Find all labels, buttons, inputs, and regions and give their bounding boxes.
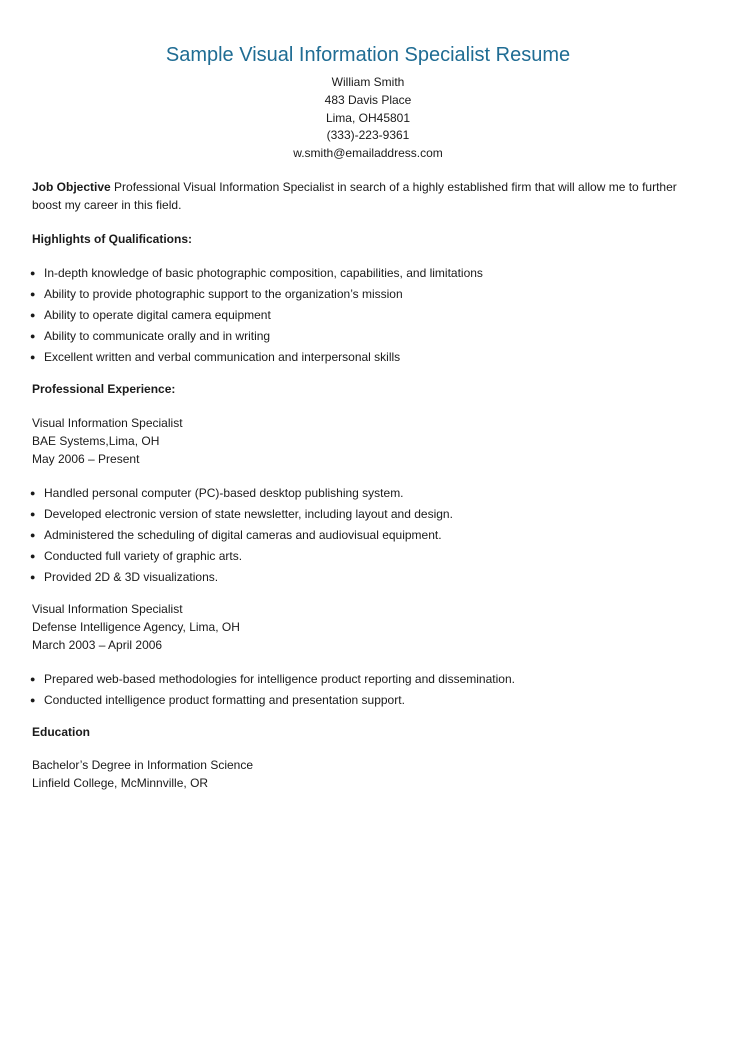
bullet-icon: ● — [30, 551, 36, 561]
list-item: ● Developed electronic version of state newsletter, including layout and design. — [32, 504, 708, 525]
education-degree: Bachelor’s Degree in Information Science — [32, 758, 254, 772]
list-item: ● Ability to communicate orally and in writing — [32, 326, 708, 347]
bullet-icon: ● — [30, 509, 36, 519]
job-2-duties — [32, 669, 708, 711]
list-item: ● Excellent written and verbal communication and interpersonal skills — [32, 347, 708, 368]
contact-block — [0, 74, 736, 163]
list-item: ● Ability to provide photographic support to the organization’s mission — [32, 284, 708, 305]
education-info — [32, 756, 708, 792]
job-2-info — [32, 600, 708, 654]
list-item: ● Conducted intelligence product formatting and presentation support. — [32, 690, 708, 711]
list-item: ● Handled personal computer (PC)-based desktop publishing system. — [32, 483, 708, 504]
bullet-icon: ● — [30, 530, 36, 540]
highlights-list — [32, 263, 708, 368]
resume-content — [32, 178, 708, 792]
contact-street: 483 Davis Place — [324, 92, 412, 107]
job-1-company: BAE Systems,Lima, OH — [32, 434, 160, 448]
job-1-duties — [32, 483, 708, 588]
list-item: ● Prepared web-based methodologies for intelligence product reporting and dissemination. — [32, 669, 708, 690]
experience-heading: Professional Experience: — [32, 382, 176, 396]
bullet-icon: ● — [30, 572, 36, 582]
contact-name: William Smith — [331, 75, 405, 89]
bullet-icon: ● — [30, 352, 36, 362]
bullet-icon: ● — [30, 674, 36, 684]
job-objective — [32, 178, 708, 214]
bullet-icon: ● — [30, 289, 36, 299]
page-title: Sample Visual Information Specialist Resume — [165, 44, 571, 66]
list-item: ● Administered the scheduling of digital cameras and audiovisual equipment. — [32, 525, 708, 546]
job-1-title: Visual Information Specialist — [32, 416, 183, 430]
bullet-icon: ● — [30, 488, 36, 498]
job-1-dates: May 2006 – Present — [32, 452, 140, 466]
bullet-icon: ● — [30, 695, 36, 705]
contact-city: Lima, OH45801 — [325, 110, 411, 125]
contact-email: w.smith@emailaddress.com — [293, 146, 443, 161]
job-2-dates: March 2003 – April 2006 — [32, 638, 163, 652]
education-heading: Education — [32, 725, 91, 739]
list-item: ● In-depth knowledge of basic photographic composition, capabilities, and limitations — [32, 263, 708, 284]
job-2-title: Visual Information Specialist — [32, 602, 183, 616]
bullet-icon: ● — [30, 268, 36, 278]
education-school: Linfield College, McMinnville, OR — [32, 776, 209, 790]
job-1-info — [32, 414, 708, 468]
bullet-icon: ● — [30, 310, 36, 320]
list-item: ● Provided 2D & 3D visualizations. — [32, 567, 708, 588]
job-objective-text: Professional Visual Information Specialist in search of a highly established firm that will allow me to further boost my career in this field. — [32, 180, 677, 212]
job-2-company: Defense Intelligence Agency, Lima, OH — [32, 620, 240, 634]
list-item: ● Conducted full variety of graphic arts. — [32, 546, 708, 567]
list-item: ● Ability to operate digital camera equipment — [32, 305, 708, 326]
job-objective-label: Job Objective — [32, 180, 111, 194]
bullet-icon: ● — [30, 331, 36, 341]
contact-phone: (333)-223-9361 — [326, 128, 410, 143]
highlights-heading: Highlights of Qualifications: — [32, 232, 192, 246]
